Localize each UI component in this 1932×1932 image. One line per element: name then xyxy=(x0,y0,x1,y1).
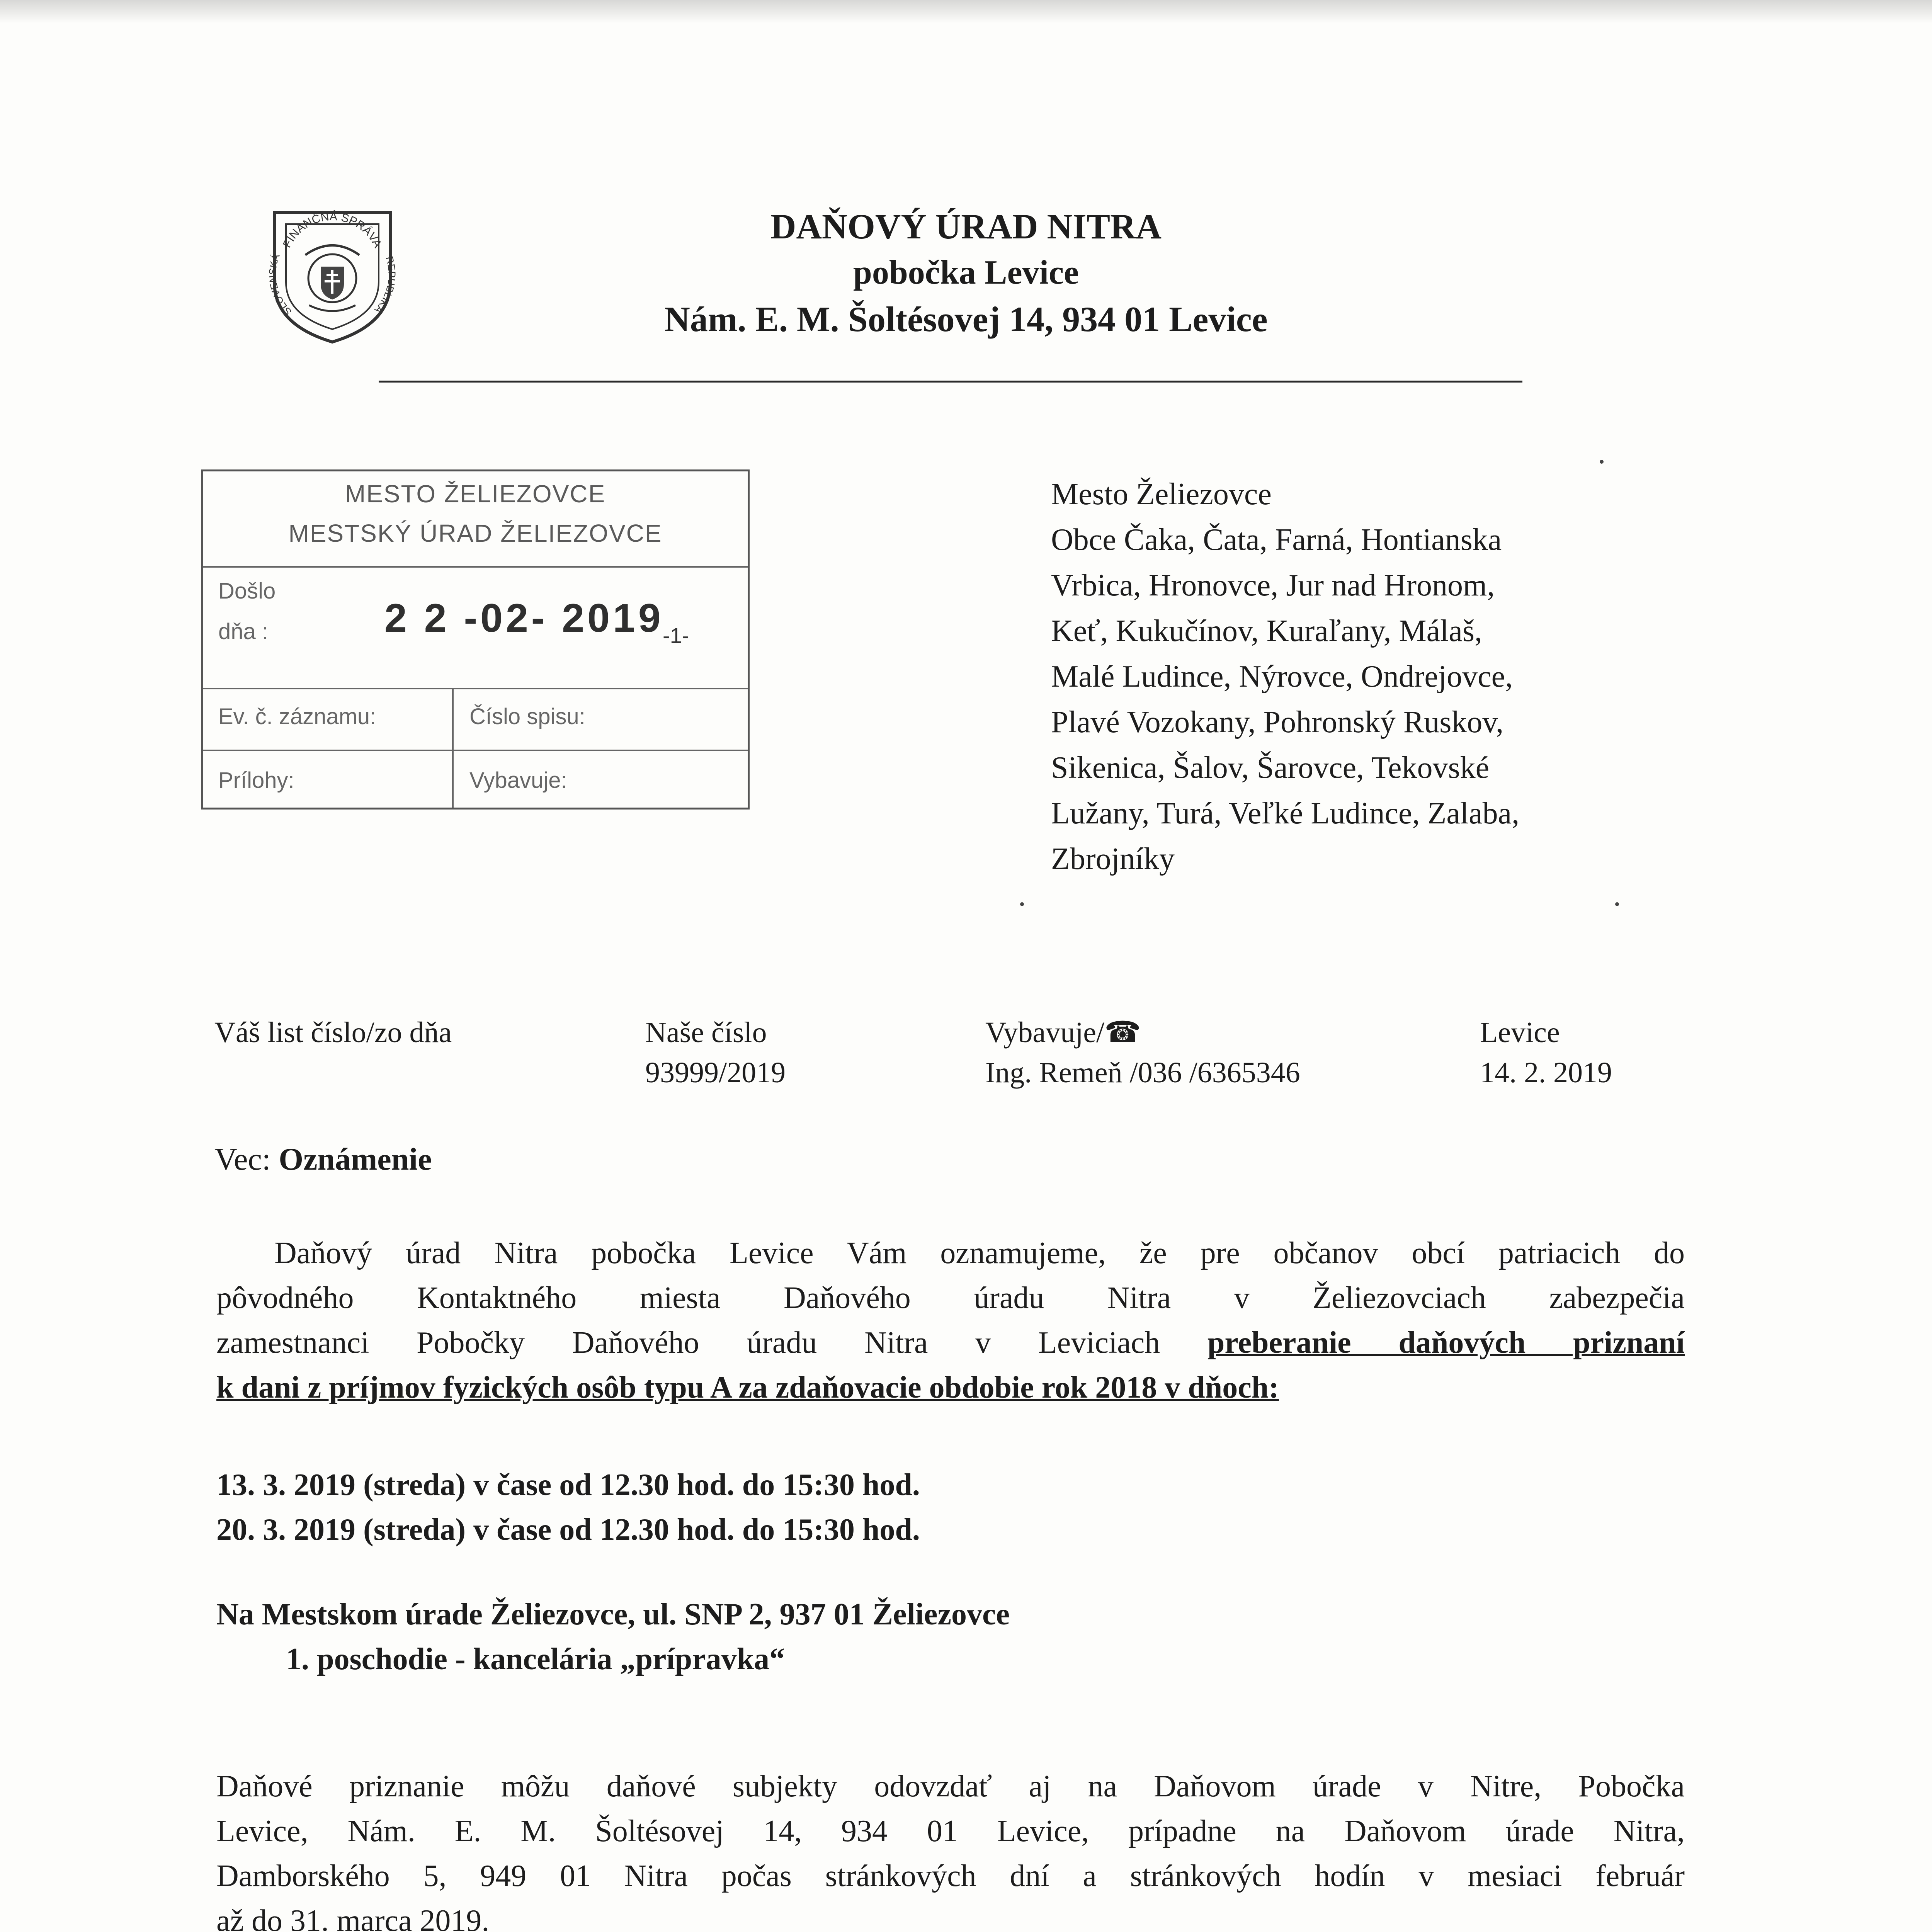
intro-line-emphasis: k dani z príjmov fyzických osôb typu A za zdaňovacie obdobie rok 2018 v dňoch: xyxy=(216,1371,1279,1405)
registry-stamp xyxy=(201,469,750,810)
scan-speck xyxy=(1020,902,1024,906)
your-letter-ref xyxy=(214,1012,452,1053)
letterhead-branch: pobočka Levice xyxy=(853,254,1079,291)
intro-line-emphasis: preberanie daňových priznaní xyxy=(1207,1326,1685,1360)
recipient-line: Lužany, Turá, Veľké Ludince, Zalaba, xyxy=(1051,796,1520,830)
closing-line: až do 31. marca 2019. xyxy=(216,1904,490,1932)
collection-date: 13. 3. 2019 (streda) v čase od 12.30 hod. do 15:30 hod. xyxy=(216,1468,920,1502)
recipient-line: Malé Ludince, Nýrovce, Ondrejovce, xyxy=(1051,660,1513,694)
intro-line: pôvodného Kontaktného miesta Daňového úradu Nitra v Želiezovciach zabezpečia xyxy=(216,1281,1685,1315)
logo-text-left: SLOVENSKÁ xyxy=(267,252,294,318)
stamp-received-label: Došlo xyxy=(218,578,276,604)
financial-administration-emblem-icon xyxy=(263,189,402,344)
recipient-line: Keť, Kukučínov, Kuraľany, Málaš, xyxy=(1051,614,1483,648)
scan-shadow-top xyxy=(0,0,1932,23)
collection-dates xyxy=(216,1463,1723,1552)
handler-value: Ing. Remeň /036 /6365346 xyxy=(985,1056,1300,1089)
subject-value: Oznámenie xyxy=(279,1141,432,1177)
subject-line xyxy=(214,1138,432,1180)
our-number-label: Naše číslo xyxy=(645,1016,767,1049)
stamp-town: MESTO ŽELIEZOVCE xyxy=(345,480,606,508)
recipient-line: Vrbica, Hronovce, Jur nad Hronom, xyxy=(1051,568,1495,602)
stamp-handler-label: Vybavuje: xyxy=(469,768,567,793)
recipient-line: Zbrojníky xyxy=(1051,842,1175,876)
scan-speck xyxy=(1600,460,1604,464)
letterhead-address: Nám. E. M. Šoltésovej 14, 934 01 Levice xyxy=(664,299,1268,339)
stamp-divider xyxy=(203,566,748,568)
place-date-ref xyxy=(1480,1012,1612,1093)
place: Levice xyxy=(1480,1016,1560,1049)
our-number-value: 93999/2019 xyxy=(645,1056,786,1089)
closing-line: Levice, Nám. E. M. Šoltésovej 14, 934 01 Levice, prípadne na Daňovom úrade Nitra, xyxy=(216,1814,1685,1848)
stamp-divider xyxy=(203,688,748,689)
handler-label: Vybavuje/☎ xyxy=(985,1016,1141,1049)
letterhead-office-name: DAŇOVÝ ÚRAD NITRA xyxy=(770,207,1162,246)
closing-line: Daňové priznanie môžu daňové subjekty odovzdať aj na Daňovom úrade v Nitre, Pobočka xyxy=(216,1769,1685,1803)
subject-label: Vec: xyxy=(214,1141,271,1177)
intro-line xyxy=(216,1320,1685,1365)
letter-date: 14. 2. 2019 xyxy=(1480,1056,1612,1089)
stamp-column-divider xyxy=(452,688,454,808)
recipient-address xyxy=(1051,471,1785,882)
svg-text:SLOVENSKÁ xyxy=(267,252,294,318)
recipient-line: Obce Čaka, Čata, Farná, Hontianska xyxy=(1051,523,1502,557)
closing-line: Damborského 5, 949 01 Nitra počas stránkových dní a stránkových hodín v mesiaci február xyxy=(216,1859,1685,1893)
location-room: 1. poschodie - kancelária „prípravka“ xyxy=(286,1642,785,1676)
svg-text:FINANČNÁ SPRÁVA xyxy=(281,210,384,250)
stamp-office: MESTSKÝ ÚRAD ŽELIEZOVCE xyxy=(288,519,662,547)
letterhead-divider xyxy=(379,381,1522,383)
intro-line: Daňový úrad Nitra pobočka Levice Vám oznamujeme, že pre občanov obcí patriacich do xyxy=(274,1236,1685,1270)
logo-text-top: FINANČNÁ SPRÁVA xyxy=(280,210,384,250)
stamp-date-label: dňa : xyxy=(218,619,268,644)
location-address: Na Mestskom úrade Želiezovce, ul. SNP 2, 937 01 Želiezovce xyxy=(216,1597,1010,1631)
scan-speck xyxy=(1615,902,1619,906)
stamp-record-number-label: Ev. č. záznamu: xyxy=(218,704,376,729)
stamp-received-date: 2 2 -02- 2019 xyxy=(384,596,664,641)
collection-date: 20. 3. 2019 (streda) v čase od 12.30 hod. do 15:30 hod. xyxy=(216,1513,920,1547)
recipient-line: Plavé Vozokany, Pohronský Ruskov, xyxy=(1051,705,1504,739)
our-number-ref xyxy=(645,1012,786,1093)
recipient-line: Mesto Želiezovce xyxy=(1051,477,1272,511)
collection-location xyxy=(216,1592,1723,1682)
intro-line-plain: zamestnanci Pobočky Daňového úradu Nitra v Leviciach xyxy=(216,1326,1160,1360)
logo-text-right: REPUBLIKA xyxy=(372,255,398,316)
stamp-file-number-label: Číslo spisu: xyxy=(469,704,585,729)
closing-paragraph xyxy=(216,1764,1685,1932)
stamp-divider xyxy=(203,750,748,751)
recipient-line: Sikenica, Šalov, Šarovce, Tekovské xyxy=(1051,751,1490,785)
your-letter-label: Váš list číslo/zo dňa xyxy=(214,1016,452,1049)
handler-ref xyxy=(985,1012,1300,1093)
intro-paragraph xyxy=(216,1231,1685,1410)
stamp-attachment-count: -1- xyxy=(663,623,689,648)
stamp-attachments-label: Prílohy: xyxy=(218,768,294,793)
